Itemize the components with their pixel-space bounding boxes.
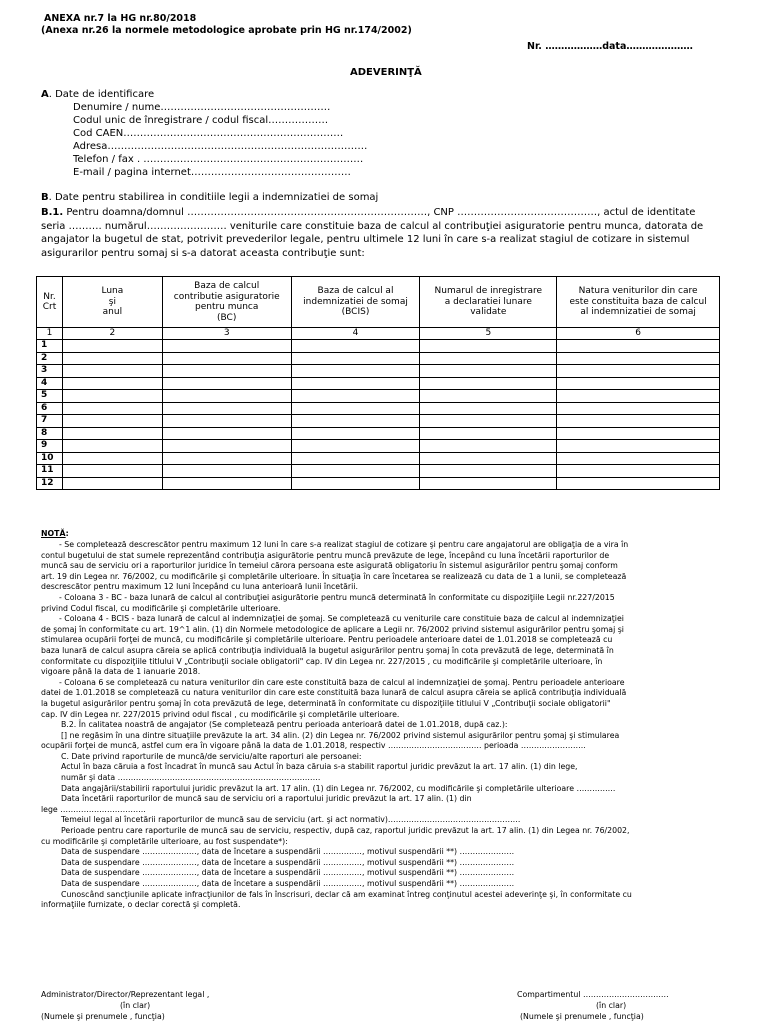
signature-left-name: (Numele şi prenumele , funcţia) (41, 1012, 165, 1021)
table-cell[interactable] (420, 415, 557, 428)
field-phone-fax: Telefon / fax . ………………………………………………………… (73, 154, 364, 165)
table-row (37, 477, 720, 490)
field-name: Denumire / nume…………………………………………… (73, 102, 331, 113)
table-cell[interactable] (162, 452, 291, 465)
table-cell[interactable] (557, 352, 720, 365)
field-fiscal-code: Codul unic de înregistrare / codul fiscal……………… (73, 115, 329, 126)
table-cell[interactable] (291, 427, 420, 440)
table-cell[interactable] (162, 352, 291, 365)
table-row (37, 452, 720, 465)
table-row (37, 427, 720, 440)
nota-title: NOTĂ: (41, 529, 69, 538)
nota-line: - Coloana 3 - BC - baza lunară de calcul al contribuţiei asigurătorie pentru muncă determinată în conformitate cu dispoziţiile Legii nr.227/2015 (59, 592, 615, 602)
nota-line: vigoare până la data de 1 ianuarie 2018. (41, 667, 201, 677)
header-bc: Baza de calcul contributie asiguratorie pentru munca (BC) (162, 277, 291, 328)
declaration-line: Cunoscând sancţiunile aplicate infracţiunilor de fals în înscrisuri, declar că am examinat întreg conţinutul acestei adeverinţe şi, în conformitate cu (61, 889, 632, 899)
nota-line: baza lunară de calcul asupra căreia se aplică contribuţia individuală la bugetul asigurărilor pentru şomaj în cota prevăzută de lege, determinată în (41, 645, 614, 655)
declaration-line: informaţiile furnizate, o declar corectă şi completă. (41, 900, 241, 910)
nota-line: cap. IV din Legea nr. 227/2015 privind odul fiscal , cu modificările şi completările ulterioare. (41, 709, 400, 719)
table-row (37, 352, 720, 365)
section-c: C. Date privind raporturile de muncă/de serviciu/alte raporturi ale persoanei: (61, 751, 362, 761)
table-cell[interactable] (557, 377, 720, 390)
row-number: 11 (37, 465, 63, 478)
table-header-row (37, 277, 720, 328)
suspension-line: Data de suspendare …………………, data de încetare a suspendării ……………, motivul suspendării **) ………………… (61, 868, 515, 878)
column-number: 2 (62, 328, 162, 340)
table-cell[interactable] (62, 465, 162, 478)
table-cell[interactable] (291, 452, 420, 465)
table-cell[interactable] (62, 352, 162, 365)
income-table (36, 276, 720, 490)
section-b-heading (41, 192, 378, 203)
table-cell[interactable] (557, 415, 720, 428)
table-row (37, 390, 720, 403)
table-cell[interactable] (557, 427, 720, 440)
section-a-label: A (41, 89, 49, 100)
header-month-year: Luna şi anul (62, 277, 162, 328)
b1-line-4: asigurarilor pentru somaj si s-a datorat aceasta contribuţie sunt: (41, 247, 365, 259)
header-declaration-number: Numarul de inregistrare a declaratiei lunare validate (420, 277, 557, 328)
nota-line: stimularea ocupării forţei de muncă, cu modificările şi completările ulterioare. Pentru perioadele anterioare datei de 1.01.2018 se completează cu (41, 635, 613, 645)
table-cell[interactable] (420, 427, 557, 440)
nota-line: descrescător pentru maximum 12 luni începând cu luna anterioară lunii încetării. (41, 582, 358, 592)
nota-line: [] ne regăsim în una dintre situaţiile prevăzute la art. 34 alin. (2) din Legea nr. 76/2002 privind sistemul asigurărilor pentru şomaj şi stimularea (61, 730, 620, 740)
table-cell[interactable] (162, 340, 291, 353)
table-cell[interactable] (291, 365, 420, 378)
table-cell[interactable] (420, 352, 557, 365)
row-number: 10 (37, 452, 63, 465)
nota-line: datei de 1.01.2018 se completează cu natura veniturilor din care este constituită baza lunară de calcul asupra căreia se aplică contribuţia individuală (41, 688, 627, 698)
table-cell[interactable] (557, 365, 720, 378)
header-income-nature: Natura veniturilor din care este constituita baza de calcul al indemnizatiei de somaj (557, 277, 720, 328)
table-cell[interactable] (291, 377, 420, 390)
table-cell[interactable] (162, 377, 291, 390)
column-number: 5 (420, 328, 557, 340)
table-cell[interactable] (62, 390, 162, 403)
table-cell[interactable] (62, 365, 162, 378)
nota-line: privind Codul fiscal, cu modificările şi completările ulterioare. (41, 603, 281, 613)
table-cell[interactable] (420, 465, 557, 478)
table-cell[interactable] (420, 452, 557, 465)
table-cell[interactable] (62, 340, 162, 353)
table-cell[interactable] (162, 402, 291, 415)
table-cell[interactable] (291, 402, 420, 415)
table-row (37, 377, 720, 390)
table-row (37, 415, 720, 428)
section-b-title: . Date pentru stabilirea in conditiile legii a indemnizatiei de somaj (48, 192, 379, 203)
nota-line: Perioade pentru care raporturile de muncă sau de serviciu, respectiv, după caz, raportul juridic prevăzut la art. 17 alin. (1) din Legea nr. 76/2002, (61, 826, 630, 836)
nota-line: lege …………………………… (41, 804, 146, 814)
table-cell[interactable] (420, 390, 557, 403)
table-row (37, 365, 720, 378)
nota-line: - Coloana 4 - BCIS - baza lunară de calcul al indemnizaţiei de şomaj. Se completează cu veniturile care constituie baza de calcul al indemnizaţiei (59, 614, 624, 624)
header-bcis: Baza de calcul al indemnizatiei de somaj (BCIS) (291, 277, 420, 328)
table-cell[interactable] (557, 390, 720, 403)
table-cell[interactable] (557, 402, 720, 415)
signature-left-clar: (în clar) (120, 1001, 151, 1010)
section-a-title: . Date de identificare (48, 89, 155, 100)
row-number: 6 (37, 402, 63, 415)
column-number: 1 (37, 328, 63, 340)
table-cell[interactable] (420, 365, 557, 378)
number-date-line: Nr. ………………data………………… (527, 41, 693, 52)
table-cell[interactable] (557, 465, 720, 478)
suspension-line: Data de suspendare …………………, data de încetare a suspendării ……………, motivul suspendării **) ………………… (61, 857, 515, 867)
table-cell[interactable] (62, 415, 162, 428)
table-cell[interactable] (62, 402, 162, 415)
table-cell[interactable] (420, 440, 557, 453)
table-cell[interactable] (162, 465, 291, 478)
table-cell[interactable] (420, 340, 557, 353)
table-cell[interactable] (62, 377, 162, 390)
table-cell[interactable] (291, 352, 420, 365)
row-number: 7 (37, 415, 63, 428)
b1-line-1: Pentru doamna/domnul ………………………………………………………………, CNP ……………………………………, actul de identitate (63, 207, 696, 218)
row-number: 2 (37, 352, 63, 365)
table-cell[interactable] (62, 452, 162, 465)
column-number-row (37, 328, 720, 340)
field-caen: Cod CAEN………………………………………………………… (73, 128, 344, 139)
nota-line: Actul în baza căruia a fost încadrat în muncă sau Actul în baza căruia s-a stabilit raportul juridic prevăzut la art. 17 alin. (1) din lege, (61, 762, 578, 772)
row-number: 12 (37, 477, 63, 490)
nota-line: conformitate cu dispoziţiile titlului V „Contribuţii sociale obligatorii" cap. IV din Legea nr. 227/2015 , cu modificările şi completările ulterioare, în (41, 656, 603, 666)
section-a-heading (41, 89, 154, 100)
row-number: 8 (37, 427, 63, 440)
table-cell[interactable] (557, 440, 720, 453)
table-cell[interactable] (291, 415, 420, 428)
b1-line-2: seria ………. numărul…………………… veniturile care constituie baza de calcul al contribuţiei asiguratorie pentru munca, datorata de (41, 220, 704, 232)
nota-line: de şomaj în conformitate cu art. 19^1 alin. (1) din Normele metodologice de aplicare a Legii nr. 76/2002 privind sistemul asigurărilor pentru şomaj şi (41, 624, 624, 634)
row-number: 4 (37, 377, 63, 390)
nota-line: contul bugetului de stat sumele reprezentând contribuţia asigurătorie pentru muncă prevăzute de lege, începând cu luna încetării raporturilor de (41, 550, 610, 560)
nota-line: ocupării forţei de muncă, astfel cum era în vigoare până la data de 1.01.2018, respectiv ……………………………… perioada ……………………. (41, 741, 586, 751)
nota-line: la bugetul asigurărilor pentru şomaj în cota prevăzută de lege, determinată în conformitate cu dispoziţiile titlului V „Contribuţii sociale obligatorii" (41, 698, 611, 708)
nota-line: număr şi data …………………………………………………………………… (61, 773, 321, 783)
identification-fields (73, 101, 367, 179)
signature-left-title: Administrator/Director/Reprezentant legal , (41, 990, 210, 999)
nota-line: Data încetării raporturilor de muncă sau de serviciu ori a raportului juridic prevăzut la art. 17 alin. (1) din (61, 794, 472, 804)
signature-right-clar: (în clar) (596, 1001, 627, 1010)
nota-line: Data angajării/stabilirii raportului juridic prevăzut la art. 17 alin. (1) din Legea nr. 76/2002, cu modificările şi completările ulterioare …………… (61, 783, 616, 793)
table-cell[interactable] (162, 477, 291, 490)
column-number: 4 (291, 328, 420, 340)
b1-label: B.1. (41, 207, 64, 218)
suspension-line: Data de suspendare …………………, data de încetare a suspendării ……………, motivul suspendării **) ………………… (61, 847, 515, 857)
field-address: Adresa…………………………………………………………………… (73, 141, 368, 152)
table-cell[interactable] (291, 465, 420, 478)
signature-right-title: Compartimentul …………………………… (517, 990, 669, 999)
table-cell[interactable] (420, 377, 557, 390)
row-number: 9 (37, 440, 63, 453)
nota-line: - Se completează descrescător pentru maximum 12 luni în care s-a realizat stagiul de cotizare şi pentru care angajatorul are obligaţia de a vira în (59, 540, 629, 549)
nota-line: art. 19 din Legea nr. 76/2002, cu modificările şi completările ulterioare. În situaţia în care încetarea se realizează cu data de 1 a lunii, se completează (41, 571, 627, 581)
annex-reference: ANEXA nr.7 la HG nr.80/2018 (44, 13, 197, 24)
row-number: 5 (37, 390, 63, 403)
table-cell[interactable] (162, 440, 291, 453)
section-b2: B.2. În calitatea noastră de angajator (Se completează pentru perioada anterioară datei de 1.01.2018, după caz.): (61, 720, 508, 730)
nota-body (41, 540, 632, 911)
annex-norms-reference: (Anexa nr.26 la normele metodologice aprobate prin HG nr.174/2002) (41, 25, 412, 36)
table-cell[interactable] (62, 440, 162, 453)
nota-line: - Coloana 6 se completează cu natura veniturilor din care este constituită baza de calcul al indemnizaţiei de şomaj. Pentru perioadele anterioare (59, 677, 625, 687)
table-cell[interactable] (291, 340, 420, 353)
table-cell[interactable] (291, 390, 420, 403)
table-cell[interactable] (162, 390, 291, 403)
row-number: 1 (37, 340, 63, 353)
table-cell[interactable] (420, 402, 557, 415)
table-row (37, 402, 720, 415)
table-cell[interactable] (62, 427, 162, 440)
column-number: 3 (162, 328, 291, 340)
table-cell[interactable] (162, 427, 291, 440)
b1-line-3: angajator la bugetul de stat, potrivit prevederilor legale, pentru ultimele 12 luni în care s-a realizat stagiul de cotizare in sistemul (41, 234, 690, 245)
suspension-line: Data de suspendare …………………, data de încetare a suspendării ……………, motivul suspendării **) ………………… (61, 879, 515, 888)
table-cell[interactable] (162, 365, 291, 378)
table-cell[interactable] (557, 477, 720, 490)
signature-right-name: (Numele şi prenumele , funcţia) (520, 1012, 644, 1021)
row-number: 3 (37, 365, 63, 378)
table-row (37, 440, 720, 453)
field-email: E-mail / pagina internet………………………………………… (73, 167, 351, 178)
nota-line: cu modificările şi completările ulterioare, au fost suspendate*): (41, 836, 288, 846)
nota-line: muncă sau de serviciu ori a raporturilor juridice în temeiul cărora persoana este asigurată obligatoriu în sistemul asigurărilor pentru şomaj conform (41, 561, 618, 571)
table-cell[interactable] (557, 340, 720, 353)
nota-line: Temeiul legal al încetării raporturilor de muncă sau de serviciu (art. şi act normativ)…………………………………………… (61, 815, 521, 825)
table-row (37, 465, 720, 478)
table-cell[interactable] (291, 440, 420, 453)
table-cell[interactable] (557, 452, 720, 465)
document-title: ADEVERINŢĂ (350, 67, 422, 78)
header-nr-crt: Nr. Crt (37, 277, 63, 328)
table-cell[interactable] (291, 477, 420, 490)
section-b-label: B (41, 192, 49, 203)
b1-paragraph (41, 206, 703, 260)
column-number: 6 (557, 328, 720, 340)
table-cell[interactable] (162, 415, 291, 428)
table-cell[interactable] (62, 477, 162, 490)
table-cell[interactable] (420, 477, 557, 490)
table-row (37, 340, 720, 353)
